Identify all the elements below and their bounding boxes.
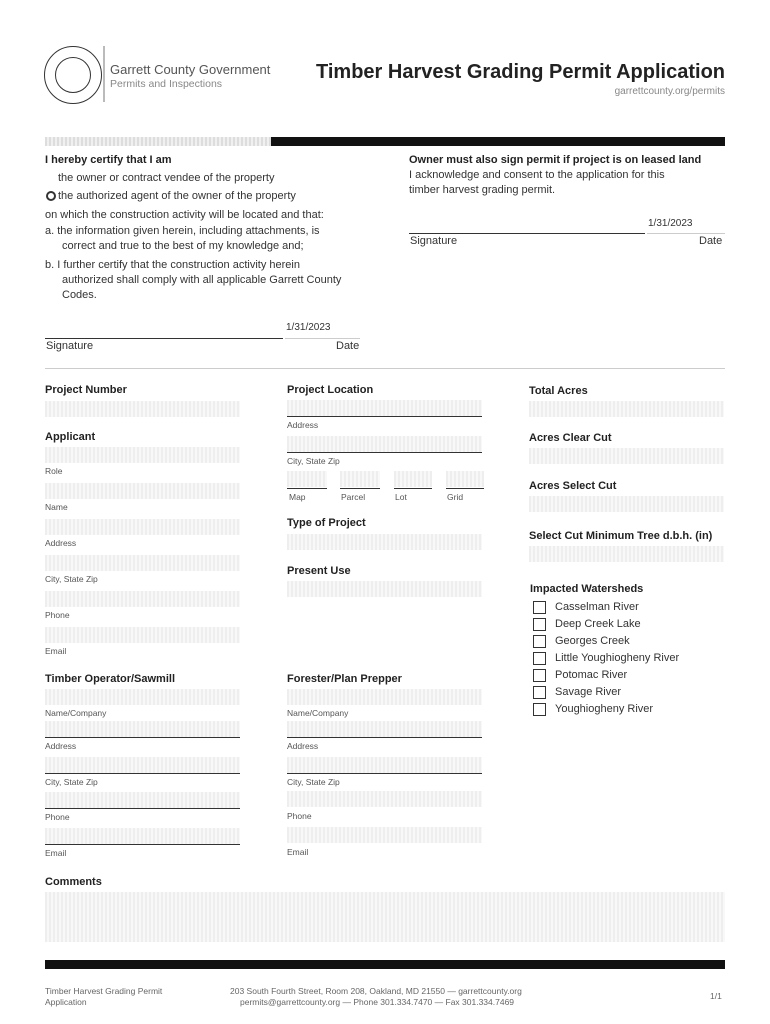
watershed-label-little-youghiogheny-river: Little Youghiogheny River — [555, 652, 680, 664]
location-address-label: Address — [287, 420, 319, 430]
comments-heading: Comments — [45, 876, 102, 888]
forester-name-label: Name/Company — [287, 708, 349, 718]
certify-signature-line[interactable] — [45, 338, 283, 339]
owner-signature-label: Signature — [410, 235, 458, 247]
name-label: Name — [45, 502, 68, 512]
operator-name-label: Name/Company — [45, 708, 107, 718]
checkbox-potomac-river[interactable] — [533, 669, 546, 682]
top-bar-black — [271, 137, 725, 146]
forester-address-label: Address — [287, 741, 319, 751]
document-url: garrettcounty.org/permits — [614, 86, 725, 97]
certify-a: a. the information given herein, including attachments, is — [45, 225, 320, 237]
operator-city-field[interactable] — [45, 757, 240, 773]
operator-email-label: Email — [45, 848, 67, 858]
footer-title-2: Application — [45, 997, 87, 1007]
checkbox-georges-creek[interactable] — [533, 635, 546, 648]
certify-signature-label: Signature — [46, 340, 94, 352]
footer-title-1: Timber Harvest Grading Permit — [45, 986, 163, 996]
lot-field[interactable] — [394, 471, 432, 487]
operator-phone-line — [45, 808, 240, 809]
forester-city-label: City, State Zip — [287, 777, 340, 787]
county-seal — [44, 46, 102, 104]
footer-contact: permits@garrettcounty.org — Phone 301.334.7470 — Fax 301.334.7469 — [240, 997, 515, 1007]
org-name: Garrett County Government — [110, 62, 271, 77]
certify-b-cont1: authorized shall comply with all applicable Garrett County — [62, 274, 342, 286]
checkbox-deep-creek-lake[interactable] — [533, 618, 546, 631]
grid-line — [446, 488, 484, 489]
watershed-label-youghiogheny-river: Youghiogheny River — [555, 703, 654, 715]
city-label: City, State Zip — [45, 574, 98, 584]
certify-b: b. I further certify that the construction activity herein — [45, 259, 300, 271]
forester-phone-field[interactable] — [287, 791, 482, 807]
forester-heading: Forester/Plan Prepper — [287, 673, 402, 685]
section-divider — [45, 368, 725, 369]
operator-city-label: City, State Zip — [45, 777, 98, 787]
operator-email-field[interactable] — [45, 828, 240, 844]
forester-address-field[interactable] — [287, 721, 482, 737]
applicant-heading: Applicant — [45, 431, 96, 443]
present-use-field[interactable] — [287, 581, 482, 597]
operator-email-line — [45, 844, 240, 845]
certify-text: on which the construction activity will be located and that: — [45, 209, 324, 221]
project-number-label: Project Number — [45, 384, 127, 396]
total-acres-label: Total Acres — [529, 385, 588, 397]
type-of-project-field[interactable] — [287, 534, 482, 550]
certify-date-value[interactable]: 1/31/2023 — [286, 322, 331, 333]
location-city-field[interactable] — [287, 436, 482, 452]
watershed-label-deep-creek-lake: Deep Creek Lake — [555, 618, 641, 630]
project-location-label: Project Location — [287, 384, 374, 396]
operator-name-field[interactable] — [45, 689, 240, 705]
phone-label: Phone — [45, 610, 70, 620]
forester-email-label: Email — [287, 847, 309, 857]
org-subtitle: Permits and Inspections — [110, 78, 223, 90]
operator-city-line — [45, 773, 240, 774]
agent-radio[interactable] — [46, 191, 56, 201]
select-cut-min-label: Select Cut Minimum Tree d.b.h. (in) — [529, 530, 713, 542]
parcel-field[interactable] — [340, 471, 380, 487]
location-address-line — [287, 416, 482, 417]
certify-a-cont: correct and true to the best of my knowledge and; — [62, 240, 304, 252]
owner-text-2: timber harvest grading permit. — [409, 184, 556, 196]
owner-date-line — [647, 233, 725, 234]
grid-label: Grid — [447, 492, 464, 502]
map-line — [287, 488, 327, 489]
operator-address-label: Address — [45, 741, 77, 751]
project-number-field[interactable] — [45, 401, 240, 417]
role-label: Role — [45, 466, 63, 476]
email-label: Email — [45, 646, 67, 656]
checkbox-youghiogheny-river[interactable] — [533, 703, 546, 716]
parcel-line — [340, 488, 380, 489]
comments-field[interactable] — [45, 892, 725, 942]
forester-email-field[interactable] — [287, 827, 482, 843]
watershed-label-savage-river: Savage River — [555, 686, 622, 698]
city-field[interactable] — [45, 555, 240, 571]
location-city-line — [287, 452, 482, 453]
header-divider — [103, 46, 105, 102]
certify-b-cont2: Codes. — [62, 289, 97, 301]
certify-heading: I hereby certify that I am — [45, 154, 172, 166]
total-acres-field[interactable] — [529, 401, 724, 417]
page-number: 1/1 — [710, 991, 722, 1001]
owner-signature-line[interactable] — [409, 233, 645, 234]
role-field[interactable] — [45, 447, 240, 463]
footer-bar — [45, 960, 725, 969]
operator-heading: Timber Operator/Sawmill — [45, 673, 176, 685]
checkbox-savage-river[interactable] — [533, 686, 546, 699]
lot-label: Lot — [395, 492, 407, 502]
type-of-project-label: Type of Project — [287, 517, 366, 529]
checkbox-little-youghiogheny-river[interactable] — [533, 652, 546, 665]
owner-date-value[interactable]: 1/31/2023 — [648, 218, 693, 229]
certify-date-line — [285, 338, 360, 339]
forester-city-line — [287, 773, 482, 774]
owner-date-label: Date — [699, 235, 723, 247]
phone-field[interactable] — [45, 591, 240, 607]
top-bar-grey — [45, 137, 271, 146]
checkbox-casselman-river[interactable] — [533, 601, 546, 614]
footer-address: 203 South Fourth Street, Room 208, Oakland, MD 21550 — garrettcounty.org — [230, 986, 522, 996]
owner-text-1: I acknowledge and consent to the application for this — [409, 169, 665, 181]
forester-name-field[interactable] — [287, 689, 482, 705]
map-field[interactable] — [287, 471, 327, 487]
lot-line — [394, 488, 432, 489]
address-field[interactable] — [45, 519, 240, 535]
forester-city-field[interactable] — [287, 757, 482, 773]
address-label: Address — [45, 538, 77, 548]
acres-select-cut-field[interactable] — [529, 496, 724, 512]
certify-option-agent[interactable]: the authorized agent of the owner of the property — [58, 190, 296, 202]
operator-address-line — [45, 737, 240, 738]
certify-date-label: Date — [336, 340, 360, 352]
name-field[interactable] — [45, 483, 240, 499]
operator-phone-label: Phone — [45, 812, 70, 822]
forester-phone-label: Phone — [287, 811, 312, 821]
watersheds-heading: Impacted Watersheds — [530, 583, 644, 595]
location-address-field[interactable] — [287, 400, 482, 416]
owner-heading: Owner must also sign permit if project is on leased land — [409, 154, 702, 166]
operator-phone-field[interactable] — [45, 792, 240, 808]
watershed-label-georges-creek: Georges Creek — [555, 635, 630, 647]
acres-clear-cut-field[interactable] — [529, 448, 724, 464]
grid-field[interactable] — [446, 471, 484, 487]
map-label: Map — [289, 492, 306, 502]
forester-address-line — [287, 737, 482, 738]
acres-select-cut-label: Acres Select Cut — [529, 480, 617, 492]
watershed-label-potomac-river: Potomac River — [555, 669, 628, 681]
present-use-label: Present Use — [287, 565, 351, 577]
operator-address-field[interactable] — [45, 721, 240, 737]
select-cut-min-field[interactable] — [529, 546, 724, 562]
email-field[interactable] — [45, 627, 240, 643]
parcel-label: Parcel — [341, 492, 366, 502]
certify-option-owner[interactable]: the owner or contract vendee of the property — [58, 172, 275, 184]
location-city-label: City, State Zip — [287, 456, 340, 466]
acres-clear-cut-label: Acres Clear Cut — [529, 432, 612, 444]
document-title: Timber Harvest Grading Permit Application — [316, 61, 725, 83]
watershed-label-casselman-river: Casselman River — [555, 601, 639, 613]
